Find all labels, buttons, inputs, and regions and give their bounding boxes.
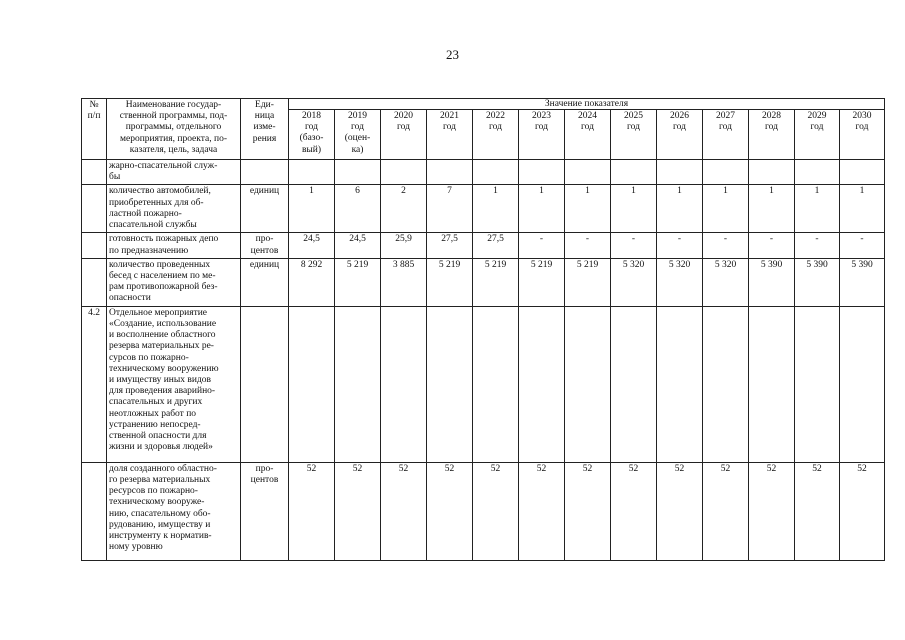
row-value (289, 306, 335, 462)
row-value: 27,5 (473, 233, 519, 258)
row-value: 5 320 (657, 258, 703, 306)
row-value (795, 306, 840, 462)
header-year: 2025 год (611, 110, 657, 160)
row-value: 52 (565, 462, 611, 560)
row-value: 5 390 (749, 258, 795, 306)
row-value: 52 (657, 462, 703, 560)
row-value: 5 320 (703, 258, 749, 306)
row-value: 7 (427, 185, 473, 233)
row-value: 5 320 (611, 258, 657, 306)
page-number: 23 (446, 47, 459, 62)
row-value (840, 306, 885, 462)
row-unit: единиц (241, 185, 289, 233)
header-values: Значение показателя (289, 99, 885, 110)
header-year: 2020 год (381, 110, 427, 160)
row-name: жарно-спасательной служ- бы (107, 160, 241, 185)
row-value: - (795, 233, 840, 258)
row-name: количество автомобилей, приобретенных для об- ластной пожарно- спасательной службы (107, 185, 241, 233)
row-value (565, 160, 611, 185)
row-number (82, 185, 107, 233)
row-value (657, 306, 703, 462)
row-value: 52 (611, 462, 657, 560)
row-value (565, 306, 611, 462)
row-value (657, 160, 703, 185)
row-value: 1 (565, 185, 611, 233)
header-year: 2024 год (565, 110, 611, 160)
row-value (840, 160, 885, 185)
row-number (82, 258, 107, 306)
header-year: 2019 год (оцен- ка) (335, 110, 381, 160)
row-value: 27,5 (427, 233, 473, 258)
row-unit (241, 160, 289, 185)
row-value: 5 390 (795, 258, 840, 306)
row-value (335, 160, 381, 185)
row-value (749, 306, 795, 462)
row-value: 52 (795, 462, 840, 560)
row-value: - (703, 233, 749, 258)
row-value: - (611, 233, 657, 258)
row-value: 52 (335, 462, 381, 560)
header-year: 2023 год (519, 110, 565, 160)
row-value (473, 160, 519, 185)
row-value (611, 306, 657, 462)
row-value: 1 (611, 185, 657, 233)
table-row (82, 233, 885, 258)
row-value (335, 306, 381, 462)
row-value: 5 219 (473, 258, 519, 306)
row-value: 5 219 (565, 258, 611, 306)
row-value: 1 (703, 185, 749, 233)
row-number (82, 160, 107, 185)
row-value: 1 (657, 185, 703, 233)
row-value: 52 (840, 462, 885, 560)
row-value: 8 292 (289, 258, 335, 306)
row-value: 1 (289, 185, 335, 233)
row-value: 52 (473, 462, 519, 560)
indicators-table (81, 98, 885, 561)
row-name: доля созданного областно- го резерва материальных ресурсов по пожарно- техническому вооруже- нию, спасательному обо- рудованию, имуществу и инструменту к норматив- ному уровню (107, 462, 241, 560)
row-value: - (657, 233, 703, 258)
row-value (703, 306, 749, 462)
row-value: 52 (519, 462, 565, 560)
header-number: № п/п (82, 99, 107, 160)
row-number (82, 462, 107, 560)
row-number: 4.2 (82, 306, 107, 462)
table-row (82, 258, 885, 306)
header-year: 2021 год (427, 110, 473, 160)
table-row (82, 160, 885, 185)
row-name: количество проведенных бесед с населением по ме- рам противопожарной без- опасности (107, 258, 241, 306)
row-value: 1 (749, 185, 795, 233)
row-value (427, 306, 473, 462)
row-value: 6 (335, 185, 381, 233)
row-value: 52 (381, 462, 427, 560)
header-year: 2026 год (657, 110, 703, 160)
row-value: 2 (381, 185, 427, 233)
header-year: 2029 год (795, 110, 840, 160)
row-value: 52 (749, 462, 795, 560)
row-value: 25,9 (381, 233, 427, 258)
header-row-top (82, 99, 885, 110)
row-name: готовность пожарных депо по предназначению (107, 233, 241, 258)
row-value: 1 (519, 185, 565, 233)
row-value (289, 160, 335, 185)
row-value (519, 306, 565, 462)
row-value: - (749, 233, 795, 258)
row-value: 5 219 (335, 258, 381, 306)
row-value: 24,5 (335, 233, 381, 258)
table-row (82, 462, 885, 560)
row-value (473, 306, 519, 462)
row-value: 24,5 (289, 233, 335, 258)
row-value: 52 (289, 462, 335, 560)
row-value: 5 390 (840, 258, 885, 306)
row-value (519, 160, 565, 185)
row-value: - (519, 233, 565, 258)
row-value: 1 (795, 185, 840, 233)
row-value: 52 (427, 462, 473, 560)
header-year: 2028 год (749, 110, 795, 160)
table-row (82, 306, 885, 462)
row-value: 5 219 (519, 258, 565, 306)
row-value: - (840, 233, 885, 258)
row-value (795, 160, 840, 185)
header-year: 2030 год (840, 110, 885, 160)
row-value (749, 160, 795, 185)
row-unit: единиц (241, 258, 289, 306)
row-value: 1 (840, 185, 885, 233)
row-value (381, 160, 427, 185)
row-value (427, 160, 473, 185)
header-year: 2022 год (473, 110, 519, 160)
row-value: 3 885 (381, 258, 427, 306)
row-name: Отдельное мероприятие «Создание, использование и восполнение областного резерва материальных ре- сурсов по пожарно- техническому вооружению и имуществу иных видов для проведения аварийно- спасательных и других неотложных работ по устранению непосред- ственной опасности для жизни и здоровья людей» (107, 306, 241, 462)
header-year: 2027 год (703, 110, 749, 160)
row-unit: про- центов (241, 462, 289, 560)
row-value (381, 306, 427, 462)
header-year: 2018 год (базо- вый) (289, 110, 335, 160)
row-unit (241, 306, 289, 462)
row-value: 1 (473, 185, 519, 233)
row-value (703, 160, 749, 185)
header-name: Наименование государ- ственной программы, под- программы, отдельного мероприятия, проекта, по- казателя, цель, задача (107, 99, 241, 160)
row-number (82, 233, 107, 258)
row-value: 5 219 (427, 258, 473, 306)
row-value: 52 (703, 462, 749, 560)
table-row (82, 185, 885, 233)
row-value (611, 160, 657, 185)
header-unit: Еди- ница изме- рения (241, 99, 289, 160)
row-unit: про- центов (241, 233, 289, 258)
row-value: - (565, 233, 611, 258)
